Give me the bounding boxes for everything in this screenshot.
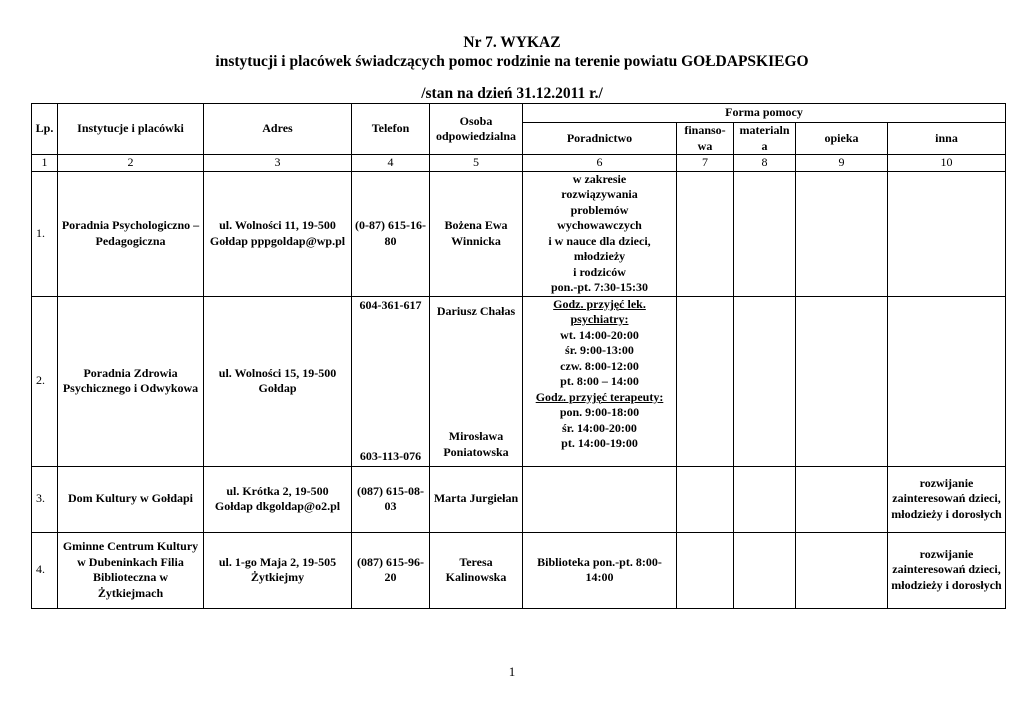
poradnictwo-line: rozwiązywania — [561, 187, 638, 201]
row-address: ul. 1-go Maja 2, 19-505 Żytkiejmy — [204, 532, 352, 608]
poradnictwo-line: w zakresie — [572, 171, 627, 186]
row-lp: 1. — [32, 171, 58, 296]
document-date: /stan na dzień 31.12.2011 r./ — [421, 85, 603, 102]
row-poradnictwo — [523, 171, 677, 296]
column-numbers-row — [32, 155, 1006, 172]
row-lp: 2. — [32, 296, 58, 466]
col-number: 4 — [352, 155, 430, 172]
poradnictwo-line: i w nauce dla dzieci, — [548, 233, 651, 248]
page-number: 1 — [508, 664, 516, 679]
poradnictwo-line: wychowawczych — [557, 218, 642, 232]
row-finansowa — [677, 532, 734, 608]
poradnictwo-line: młodzieży — [573, 249, 626, 263]
row-phone: (0-87) 615-16-80 — [352, 171, 430, 296]
poradnictwo-line: i rodziców — [573, 264, 626, 279]
row-inna — [888, 171, 1006, 296]
row-institution: Poradnia Psychologiczno – Pedagogiczna — [58, 171, 204, 296]
poradnictwo-heading: Godz. przyjęć terapeuty: — [535, 389, 664, 404]
table-row — [32, 171, 1006, 296]
header-person: Osoba odpowiedzialna — [430, 104, 523, 155]
poradnictwo-line: pon. 9:00-18:00 — [559, 405, 640, 419]
row-person: Teresa Kalinowska — [430, 532, 523, 608]
row-institution: Poradnia Zdrowia Psychicznego i Odwykowa — [58, 296, 204, 466]
table-row — [32, 466, 1006, 532]
row-poradnictwo — [523, 296, 677, 466]
institutions-table — [31, 103, 1006, 609]
row-address: ul. Krótka 2, 19-500 Gołdap dkgoldap@o2.pl — [204, 466, 352, 532]
col-number: 10 — [888, 155, 1006, 172]
row-person: Marta Jurgiełan — [430, 466, 523, 532]
poradnictwo-line: śr. 9:00-13:00 — [565, 343, 634, 357]
row-materialna — [734, 171, 796, 296]
row-institution: Gminne Centrum Kultury w Dubeninkach Filia Biblioteczna w Żytkiejmach — [58, 532, 204, 608]
header-opieka: opieka — [796, 123, 888, 155]
poradnictwo-line: śr. 14:00-20:00 — [562, 420, 637, 435]
header-forma-pomocy: Forma pomocy — [523, 104, 1006, 123]
row-finansowa — [677, 296, 734, 466]
person-primary: Dariusz Chałas — [436, 304, 516, 318]
header-row — [32, 104, 1006, 123]
col-number: 6 — [523, 155, 677, 172]
poradnictwo-line: pon.-pt. 7:30-15:30 — [550, 280, 648, 294]
row-materialna — [734, 532, 796, 608]
header-phone: Telefon — [352, 104, 430, 155]
header-institution: Instytucje i placówki — [58, 104, 204, 155]
col-number: 3 — [204, 155, 352, 172]
person-secondary: Mirosława Poniatowska — [443, 429, 509, 459]
document-title: instytucji i placówek świadczących pomoc rodzinie na terenie powiatu GOŁDAPSKIEGO — [215, 53, 809, 70]
row-address: ul. Wolności 11, 19-500 Gołdap pppgoldap@wp.pl — [204, 171, 352, 296]
row-inna: rozwijanie zainteresowań dzieci, młodzieży i dorosłych — [888, 532, 1006, 608]
row-materialna — [734, 466, 796, 532]
row-phone — [352, 296, 430, 466]
poradnictwo-line: czw. 8:00-12:00 — [560, 358, 639, 373]
header-address: Adres — [204, 104, 352, 155]
row-poradnictwo: Biblioteka pon.-pt. 8:00-14:00 — [523, 532, 677, 608]
row-phone: (087) 615-08-03 — [352, 466, 430, 532]
row-poradnictwo — [523, 466, 677, 532]
table-row — [32, 532, 1006, 608]
row-materialna — [734, 296, 796, 466]
poradnictwo-line: wt. 14:00-20:00 — [560, 327, 639, 342]
row-institution: Dom Kultury w Gołdapi — [58, 466, 204, 532]
row-inna — [888, 296, 1006, 466]
row-phone: (087) 615-96-20 — [352, 532, 430, 608]
col-number: 2 — [58, 155, 204, 172]
row-finansowa — [677, 171, 734, 296]
row-opieka — [796, 466, 888, 532]
header-inna: inna — [888, 123, 1006, 155]
table-row — [32, 296, 1006, 466]
col-number: 5 — [430, 155, 523, 172]
poradnictwo-line: problemów — [570, 202, 629, 217]
row-opieka — [796, 532, 888, 608]
document-number: Nr 7. WYKAZ — [463, 34, 561, 51]
header-poradnictwo: Poradnictwo — [523, 123, 677, 155]
row-inna: rozwijanie zainteresowań dzieci, młodzieży i dorosłych — [888, 466, 1006, 532]
phone-primary: 604-361-617 — [359, 298, 422, 312]
col-number: 9 — [796, 155, 888, 172]
poradnictwo-line: pt. 8:00 – 14:00 — [560, 374, 639, 388]
row-opieka — [796, 296, 888, 466]
row-person — [430, 296, 523, 466]
row-finansowa — [677, 466, 734, 532]
header-finansowa: finanso-wa — [677, 123, 734, 155]
row-address: ul. Wolności 15, 19-500 Gołdap — [204, 296, 352, 466]
header-materialna: materialn a — [734, 123, 796, 155]
poradnictwo-heading: Godz. przyjęć lek. psychiatry: — [553, 296, 646, 326]
row-lp: 3. — [32, 466, 58, 532]
col-number: 8 — [734, 155, 796, 172]
row-person: Bożena Ewa Winnicka — [430, 171, 523, 296]
col-number: 1 — [32, 155, 58, 172]
row-opieka — [796, 171, 888, 296]
poradnictwo-line: pt. 14:00-19:00 — [561, 436, 638, 450]
phone-secondary: 603-113-076 — [359, 448, 422, 463]
col-number: 7 — [677, 155, 734, 172]
header-lp: Lp. — [32, 104, 58, 155]
row-lp: 4. — [32, 532, 58, 608]
